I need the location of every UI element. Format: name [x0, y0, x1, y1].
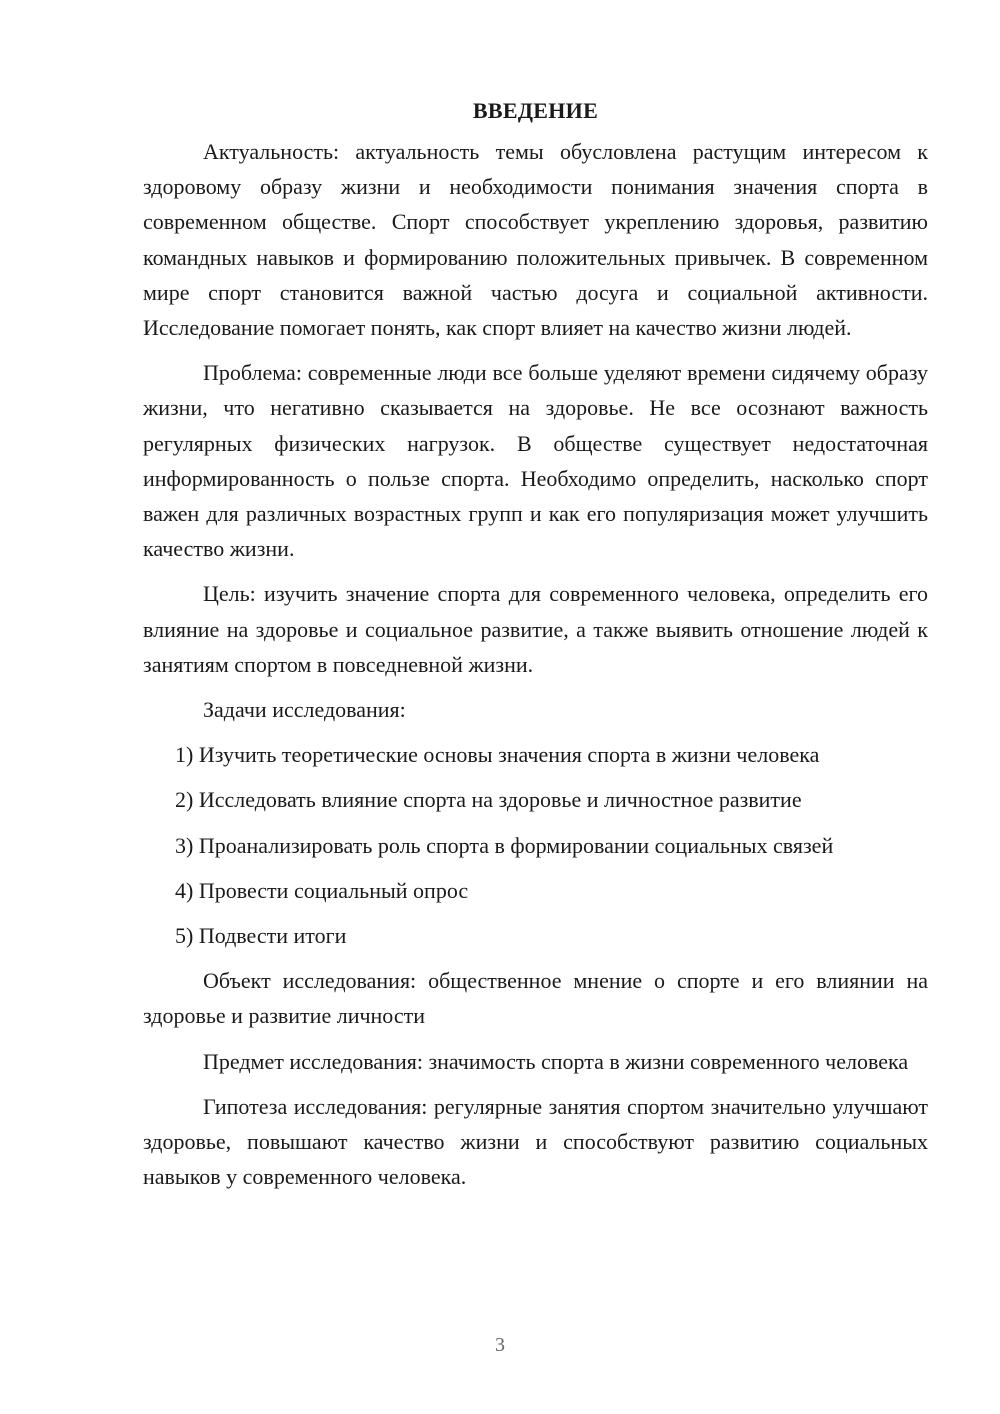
subject-paragraph: Предмет исследования: значимость спорта в жизни современного человека: [203, 1048, 909, 1074]
object-paragraph: Объект исследования: общественное мнение о спорте и его влиянии на здоровье и развитие личности: [143, 968, 928, 1029]
relevance-paragraph: Актуальность: актуальность темы обусловлена растущим интересом к здоровому образу жизни и необходимости понимания значения спорта в современном обществе. Спорт способствует укреплению здоровья, развитию командных навыков и формированию положительных привычек. В современном мире спорт становится важной частью досуга и социальной активности. Исследование помогает понять, как спорт влияет на качество жизни людей.: [143, 139, 928, 341]
hypothesis-paragraph: Гипотеза исследования: регулярные занятия спортом значительно улучшают здоровье, повышают качество жизни и способствуют развитию социальных навыков у современного человека.: [143, 1093, 928, 1190]
tasks-list: [143, 737, 928, 953]
task-item: 2) Исследовать влияние спорта на здоровье и личностное развитие: [175, 787, 802, 813]
goal-paragraph: Цель: изучить значение спорта для современного человека, определить его влияние на здоровье и социальное развитие, а также выявить отношение людей к занятиям спортом в повседневной жизни.: [143, 581, 928, 677]
document-page: [143, 96, 928, 1194]
problem-paragraph: Проблема: современные люди все больше уделяют времени сидячему образу жизни, что негативно сказывается на здоровье. Не все осознают важность регулярных физических нагрузок. В обществе существует недостаточная информированность о пользе спорта. Необходимо определить, насколько спорт важен для различных возрастных групп и как его популяризация может улучшить качество жизни.: [143, 360, 928, 562]
task-item: 4) Провести социальный опрос: [175, 877, 469, 903]
task-item: 5) Подвести итоги: [175, 923, 347, 949]
page-number: 3: [495, 1334, 505, 1356]
tasks-title: Задачи исследования:: [203, 697, 406, 723]
task-item: 1) Изучить теоретические основы значения спорта в жизни человека: [175, 742, 820, 768]
section-heading: ВВЕДЕНИЕ: [472, 98, 599, 123]
task-item: 3) Проанализировать роль спорта в формировании социальных связей: [175, 832, 834, 858]
